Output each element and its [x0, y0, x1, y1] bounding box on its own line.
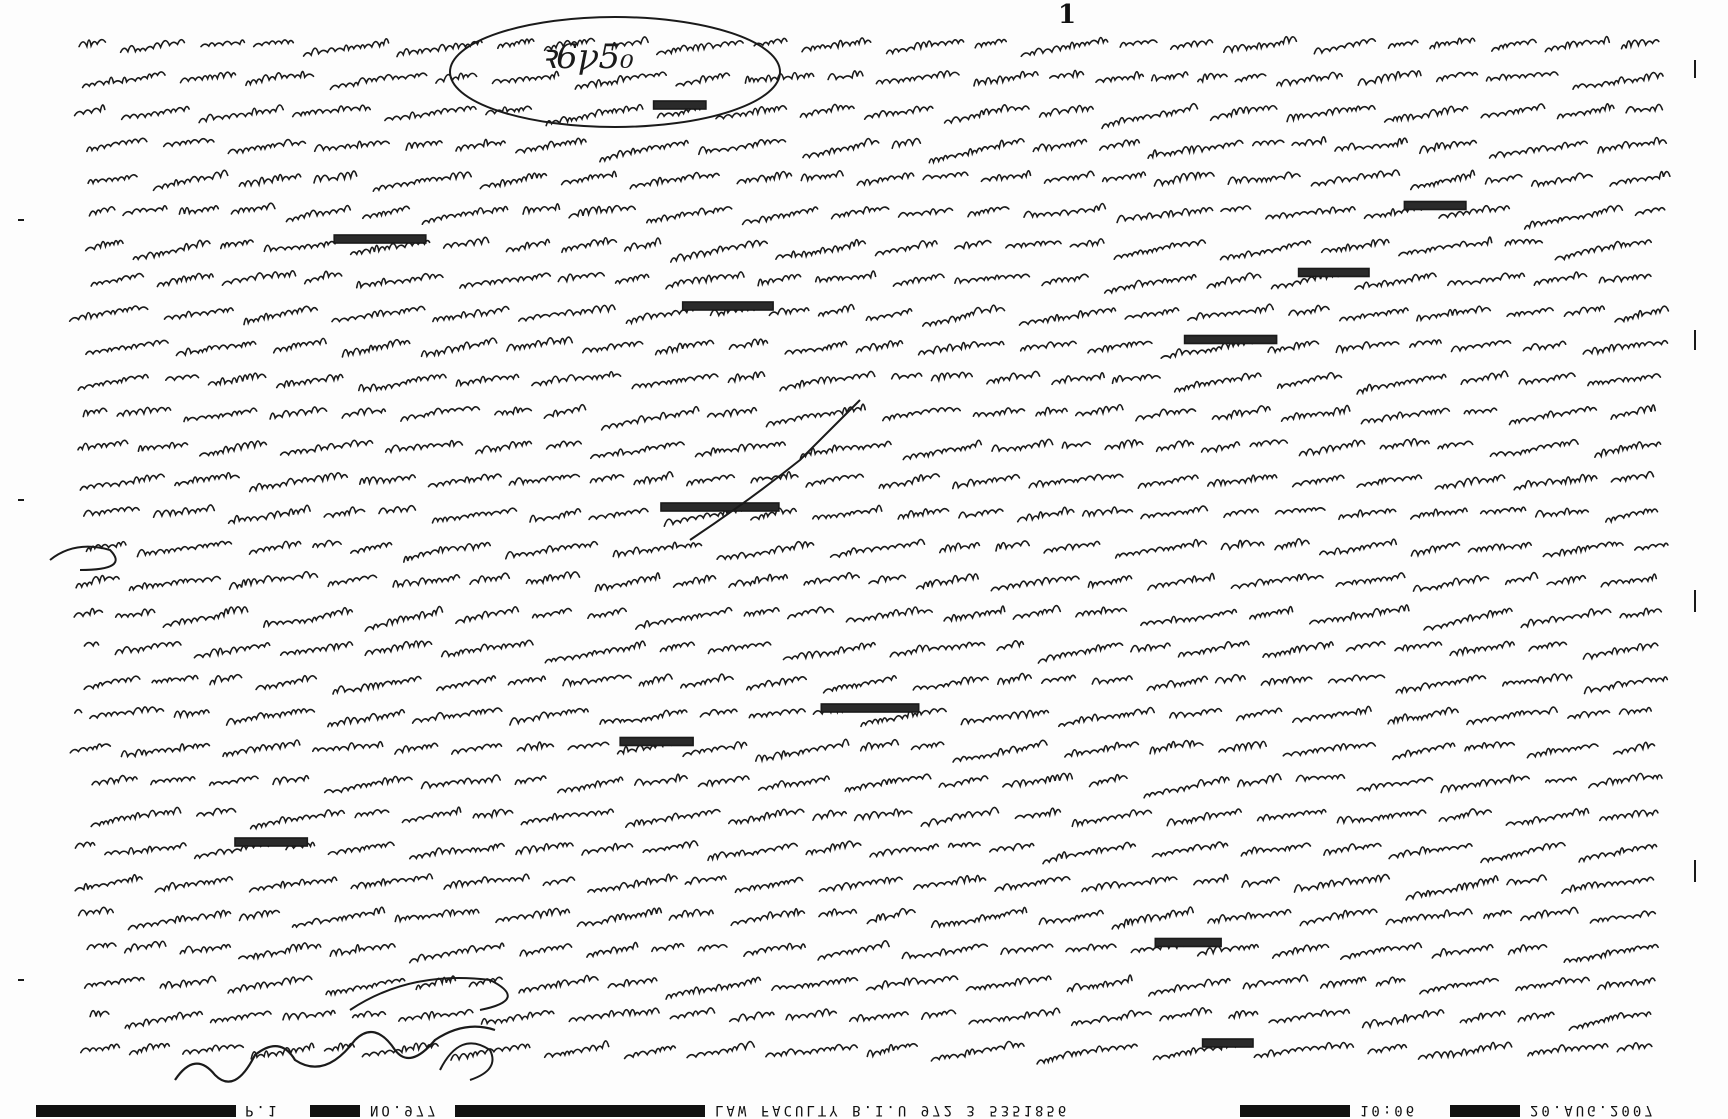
- fax-sender: LAW FACULTY B.I.U 972 3 5351856: [715, 1102, 1070, 1118]
- handwritten-line: [70, 304, 1669, 326]
- handwritten-line: [80, 472, 1653, 492]
- handwritten-line: [83, 70, 1663, 89]
- crossed-out-word: [1404, 202, 1466, 210]
- crossed-out-word: [821, 704, 918, 712]
- handwritten-line: [86, 337, 1668, 358]
- handwritten-line: [83, 404, 1655, 430]
- handwritten-line: [76, 572, 1656, 592]
- crossed-out-word: [1203, 1039, 1253, 1047]
- handwritten-line: [75, 841, 1656, 864]
- fax-page-label: P.1: [245, 1102, 280, 1118]
- circled-number: ꝛ6ꝩ5₀: [540, 37, 634, 77]
- crossed-out-word: [1299, 269, 1369, 277]
- handwritten-line: [81, 1041, 1652, 1064]
- handwritten-line: [79, 907, 1656, 930]
- handwritten-line: [87, 137, 1666, 163]
- crossed-out-word: [654, 101, 706, 109]
- crossed-out-word: [620, 738, 693, 746]
- handwritten-line: [85, 975, 1655, 999]
- margin-ticks: [18, 220, 24, 980]
- fax-bar: [455, 1105, 705, 1117]
- handwritten-line: [87, 941, 1658, 963]
- fax-bar: [310, 1105, 360, 1117]
- handwritten-line: [88, 170, 1670, 191]
- fax-bar: [36, 1105, 236, 1117]
- handwritten-line: [79, 37, 1659, 57]
- handwritten-line: [75, 104, 1663, 129]
- handwritten-line: [78, 439, 1661, 460]
- crossed-out-word: [1155, 939, 1221, 947]
- crossed-out-word: [661, 503, 779, 511]
- handwritten-line: [74, 605, 1661, 631]
- handwritten-line: [86, 539, 1668, 562]
- handwritten-line: [84, 640, 1657, 663]
- handwritten-line: [75, 874, 1653, 900]
- fax-bar: [1450, 1105, 1520, 1117]
- handwritten-line: [84, 505, 1658, 526]
- handwritten-line: [86, 237, 1652, 262]
- handwritten-line: [78, 371, 1660, 394]
- crossed-out-word: [683, 302, 773, 310]
- page-number: 1: [1058, 0, 1077, 30]
- signature: [440, 1043, 493, 1080]
- handwritten-line: [91, 271, 1651, 293]
- handwritten-line: [90, 1008, 1651, 1030]
- handwritten-line: [92, 773, 1662, 797]
- fax-number: NO.977: [370, 1102, 439, 1118]
- signature: [175, 1027, 495, 1082]
- crossed-out-word: [235, 838, 307, 846]
- margin-mark: [50, 547, 116, 570]
- crossed-out-word: [334, 235, 426, 243]
- handwritten-line: [91, 807, 1658, 829]
- fax-time: 10:06: [1360, 1102, 1418, 1118]
- fax-date: 20.AUG.2007: [1530, 1102, 1656, 1118]
- annotation-stroke: [690, 400, 860, 540]
- handwritten-line: [70, 739, 1654, 762]
- handwritten-line: [84, 673, 1667, 694]
- crossed-out-word: [1185, 336, 1277, 344]
- fax-bar: [1240, 1105, 1350, 1117]
